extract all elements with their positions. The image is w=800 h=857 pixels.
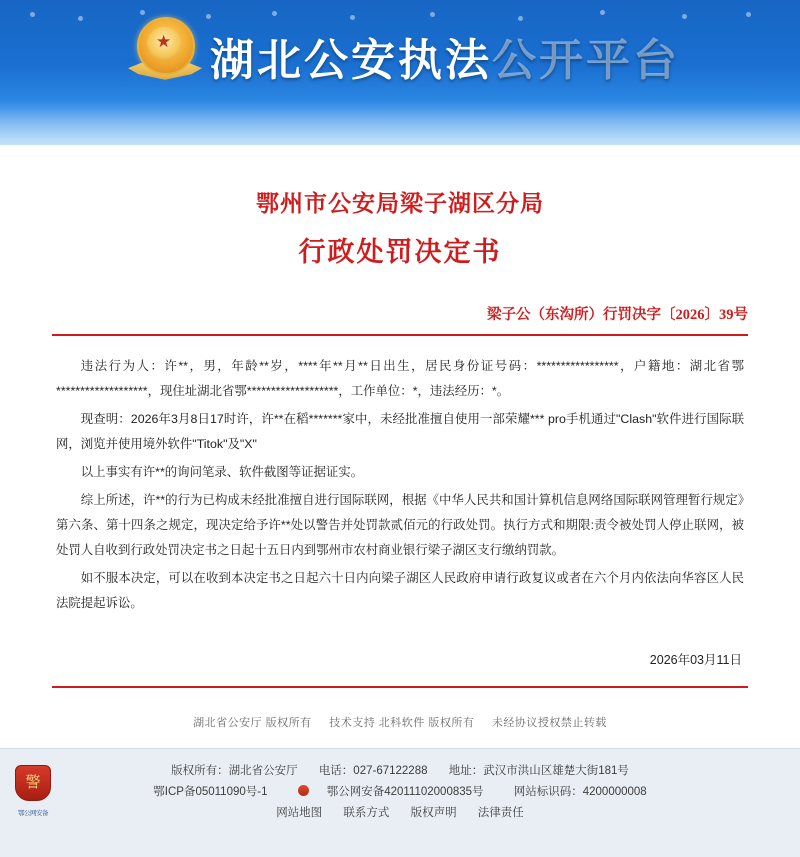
divider-top bbox=[52, 334, 748, 336]
copyright-note bbox=[0, 714, 800, 748]
footer-link-sitemap[interactable]: 网站地图 bbox=[276, 807, 323, 819]
footer-link-legal[interactable]: 法律责任 bbox=[477, 807, 524, 819]
beian-shield-icon bbox=[298, 785, 309, 796]
paragraph-decision: 综上所述，许**的行为已构成未经批准擅自进行国际联网，根据《中华人民共和国计算机信息网络国际联网管理暂行规定》第六条、第十四条之规定，现决定给予许**处以警告并处罚款贰佰元的行政处罚。执行方式和期限:责令被处罚人停止联网，被处罚人自收到行政处罚决定书之日起十五日内到鄂州市农村商业银行梁子湖区支行缴纳罚款。 bbox=[56, 493, 744, 557]
document-date: 2026年03月11日 bbox=[649, 653, 742, 667]
paragraph-findings: 现查明：2026年3月8日17时许，许**在稻*******家中，未经批准擅自使用一部荣耀*** pro手机通过"Clash"软件进行国际联网，浏览并使用境外软件"Titok"及"X" bbox=[56, 412, 744, 451]
document-number: 梁子公（东沟所）行罚决字〔2026〕39号 bbox=[487, 307, 748, 323]
footer-phone: 电话：027-67122288 bbox=[318, 765, 428, 777]
paragraph-violator-info: 违法行为人：许**，男，年龄**岁，****年**月**日出生，居民身份证号码：*****************，户籍地：湖北省鄂*******************，现住址湖北省鄂*******************，工作单位：*，违法经历：*。 bbox=[56, 359, 744, 398]
site-title-faded: 公开平台 bbox=[492, 36, 680, 85]
police-beian-badge-icon bbox=[14, 765, 52, 817]
paragraph-evidence: 以上事实有许**的询问笔录、软件截图等证据证实。 bbox=[80, 465, 364, 479]
footer-link-contact[interactable]: 联系方式 bbox=[343, 807, 390, 819]
paragraph-appeal: 如不服本决定，可以在收到本决定书之日起六十日内向梁子湖区人民政府申请行政复议或者在六个月内依法向华容区人民法院提起诉讼。 bbox=[56, 571, 744, 610]
footer-beian[interactable] bbox=[289, 786, 493, 798]
footer-icp[interactable]: 鄂ICP备05011090号-1 bbox=[153, 786, 268, 798]
police-beian-badge-caption: 鄂公网安备 bbox=[18, 810, 48, 817]
site-footer bbox=[0, 748, 800, 857]
police-emblem-icon: ★ bbox=[128, 15, 202, 89]
site-header bbox=[0, 0, 800, 145]
document-type-title: 行政处罚决定书 bbox=[298, 237, 502, 267]
site-title-strong: 湖北公安执法 bbox=[210, 36, 492, 85]
footer-line-links bbox=[0, 803, 800, 824]
footer-address: 地址：武汉市洪山区雄楚大街181号 bbox=[448, 765, 629, 777]
site-title bbox=[210, 24, 680, 88]
document-text bbox=[56, 354, 744, 616]
copyright-note-item-3: 未经协议授权禁止转载 bbox=[491, 717, 607, 729]
footer-copyright: 版权所有：湖北省公安厅 bbox=[171, 765, 298, 777]
footer-site-id: 网站标识码：4200000008 bbox=[513, 786, 647, 798]
footer-line-registration bbox=[0, 782, 800, 803]
footer-line-contact bbox=[0, 761, 800, 782]
footer-beian-label: 鄂公网安备42011102000835号 bbox=[326, 786, 484, 798]
divider-bottom bbox=[52, 686, 748, 688]
document-issuer: 鄂州市公安局梁子湖区分局 bbox=[256, 191, 544, 216]
footer-link-copyright[interactable]: 版权声明 bbox=[410, 807, 457, 819]
document-body bbox=[0, 145, 800, 748]
copyright-note-item-2: 技术支持 北科软件 版权所有 bbox=[329, 717, 475, 729]
copyright-note-item-1: 湖北省公安厅 版权所有 bbox=[193, 717, 312, 729]
